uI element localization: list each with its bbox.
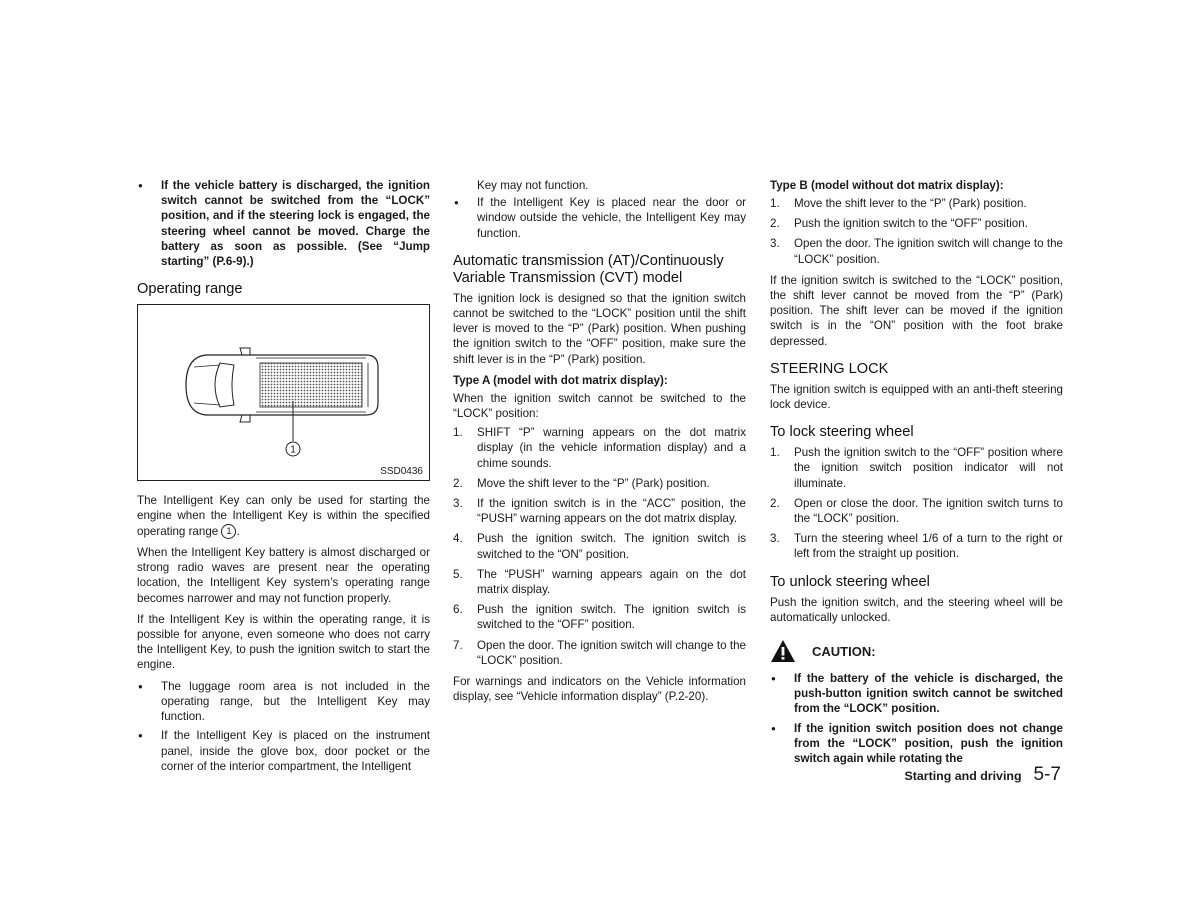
unlock-steering-heading: To unlock steering wheel [770, 573, 930, 590]
figure-callout-number: 1 [290, 444, 296, 456]
key-battery-paragraph: When the Intelligent Key battery is almost discharged or strong radio waves are present near the operating location, the Intelligent Key system’s operating range becomes narrower and may not function properly. [137, 546, 430, 605]
key-location-bullets [453, 195, 746, 241]
type-a-heading: Type A (model with dot matrix display): [453, 373, 668, 387]
steering-lock-heading: STEERING LOCK [770, 360, 889, 377]
page-number: 5-7 [1033, 764, 1061, 785]
operating-range-figure [137, 304, 430, 481]
column-3 [770, 178, 1063, 772]
operating-range-heading: Operating range [137, 281, 243, 298]
list-item: 2. Move the shift lever to the “P” (Park) position. [453, 476, 710, 490]
column-1 [137, 178, 430, 780]
list-item: 1. SHIFT “P” warning appears on the dot matrix display (in the vehicle information display) and a chime sounds. [453, 426, 746, 470]
continued-text: Key may not function. [477, 179, 589, 192]
list-item: 3. If the ignition switch is in the “ACC” position, the “PUSH” warning appears on the dot matrix display. [453, 497, 746, 526]
list-item: 5. The “PUSH” warning appears again on the dot matrix display. [453, 567, 746, 597]
caution-header [770, 639, 1063, 663]
column-2 [453, 178, 746, 710]
type-b-note: If the ignition switch is switched to the “LOCK” position, the shift lever cannot be moved from the “P” (Park) position. The shift lever can be moved if the ignition switch is in the “ON” position with the foot brake depressed. [770, 273, 1063, 348]
callout-number: 1 [221, 524, 236, 539]
vehicle-info-reference: For warnings and indicators on the Vehicle information display, see “Vehicle information display” (P.2-20). [453, 675, 746, 704]
list-item: ● If the Intelligent Key is placed near the door or window outside the vehicle, the Intelligent Key may function. [453, 195, 746, 241]
unlock-text: Push the ignition switch, and the steering wheel will be automatically unlocked. [770, 595, 1063, 624]
list-item: 1. Push the ignition switch to the “OFF” position where the ignition switch position indicator will not illuminate. [770, 446, 1063, 490]
list-item: 3. Open the door. The ignition switch will change to the “LOCK” position. [770, 237, 1063, 266]
list-item: 2. Push the ignition switch to the “OFF” position. [770, 217, 1028, 231]
steering-lock-text: The ignition switch is equipped with an anti-theft steering lock device. [770, 382, 1063, 412]
paragraph-end: . [236, 524, 240, 538]
list-item: 3. Turn the steering wheel 1/6 of a turn to the right or left from the straight up position. [770, 532, 1063, 561]
list-item: 6. Push the ignition switch. The ignition switch is switched to the “OFF” position. [453, 603, 746, 632]
list-item: ● The luggage room area is not included in the operating range, but the Intelligent Key may function. [137, 679, 430, 725]
warning-triangle-icon [770, 639, 796, 663]
list-item: ● If the Intelligent Key is placed on the instrument panel, inside the glove box, door pocket or the corner of the interior compartment, the Intelligent [137, 728, 430, 774]
type-b-heading: Type B (model without dot matrix display): [770, 179, 1004, 192]
list-item: 1. Move the shift lever to the “P” (Park) position. [770, 197, 1027, 210]
caution-title: CAUTION: [812, 643, 876, 659]
page-footer [905, 764, 1062, 786]
operating-range-paragraph [137, 493, 430, 539]
section-name: Starting and driving [904, 769, 1022, 783]
type-a-intro: When the ignition switch cannot be switched to the “LOCK” position: [453, 391, 746, 421]
operating-range-bullets [137, 679, 430, 774]
anyone-start-paragraph: If the Intelligent Key is within the operating range, it is possible for anyone, even someone who does not carry the Intelligent Key, to push the ignition switch to start the engine. [137, 612, 430, 672]
paragraph-text: The Intelligent Key can only be used for starting the engine when the Intelligent Key is within the specified operating range [137, 494, 430, 538]
at-cvt-heading: Automatic transmission (AT)/Continuously Variable Transmission (CVT) model [453, 252, 724, 286]
vehicle-top-view-illustration [138, 305, 429, 480]
list-item: 7. Open the door. The ignition switch will change to the “LOCK” position. [453, 638, 746, 667]
list-item: ● If the ignition switch position does not change from the “LOCK” position, push the ignition switch again while rotating the [770, 721, 1063, 767]
type-a-steps [453, 425, 746, 668]
figure-code: SSD0436 [380, 466, 423, 478]
list-item: ● If the battery of the vehicle is discharged, the push-button ignition switch cannot be switched from the “LOCK” position. [770, 671, 1063, 717]
type-b-steps [770, 196, 1063, 267]
list-item: 2. Open or close the door. The ignition switch turns to the “LOCK” position. [770, 496, 1063, 526]
list-item: ● If the vehicle battery is discharged, the ignition switch cannot be switched from the “LOCK” position, and if the steering lock is engaged, the steering wheel cannot be moved. Charge the battery as soon as possible. (See “Jump starting” (P.6-9).) [137, 178, 430, 269]
lock-steering-heading: To lock steering wheel [770, 424, 914, 441]
list-item: 4. Push the ignition switch. The ignition switch is switched to the “ON” position. [453, 532, 746, 561]
lock-steps [770, 445, 1063, 561]
battery-warning-list [137, 178, 430, 269]
caution-bullets [770, 671, 1063, 766]
ignition-lock-paragraph: The ignition lock is designed so that the ignition switch cannot be switched to the “LOCK” position until the shift lever is moved to the “P” (Park) position. When pushing the ignition switch to the “OFF” position, make sure the shift lever is in the “P” (Park) position. [453, 291, 746, 366]
